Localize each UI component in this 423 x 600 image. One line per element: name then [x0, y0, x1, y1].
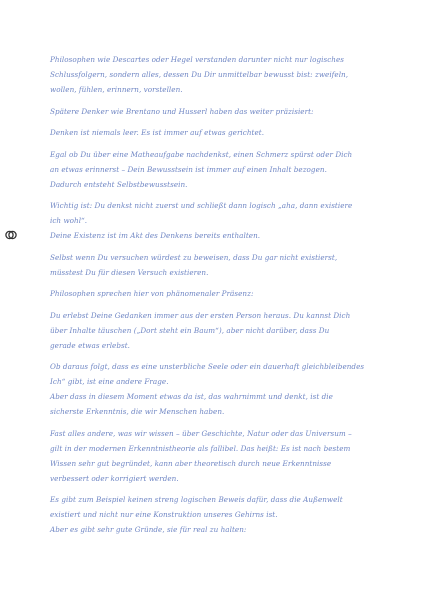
text-line: Dadurch entsteht Selbstbewusstsein.: [50, 179, 188, 189]
text-line: an etwas erinnerst – Dein Bewusstsein ist immer auf einen Inhalt bezogen.: [50, 164, 327, 174]
text-line: Wissen sehr gut begründet, kann aber theoretisch durch neue Erkenntnisse: [50, 458, 332, 468]
text-line: über Inhalte täuschen („Dort steht ein Baum“), aber nicht darüber, dass Du: [50, 325, 330, 335]
text-line: Egal ob Du über eine Matheaufgabe nachdenkst, einen Schmerz spürst oder Dich: [50, 149, 353, 159]
text-line: verbessert oder korrigiert werden.: [50, 473, 179, 483]
text-line: Philosophen wie Descartes oder Hegel verstanden darunter nicht nur logisches: [50, 55, 345, 64]
text-line: sicherste Erkenntnis, die wir Menschen haben.: [50, 407, 225, 416]
text-line: ich wohl“.: [50, 216, 88, 225]
text-line: Ob daraus folgt, dass es eine unsterbliche Seele oder ein dauerhaft gleichbleibendes: [50, 362, 365, 371]
text-line: Deine Existenz ist im Akt des Denkens bereits enthalten.: [50, 231, 261, 240]
text-line: Denken ist niemals leer. Es ist immer auf etwas gerichtet.: [50, 128, 265, 137]
text-line: wollen, fühlen, erinnern, vorstellen.: [50, 85, 183, 94]
document-body: [50, 52, 372, 544]
text-line: Ich“ gibt, ist eine andere Frage.: [50, 377, 169, 386]
text-line: Selbst wenn Du versuchen würdest zu beweisen, dass Du gar nicht existierst,: [50, 252, 338, 262]
paragraph: [50, 198, 372, 243]
text-line: Du erlebst Deine Gedanken immer aus der ersten Person heraus. Du kannst Dich: [50, 310, 351, 320]
text-line: Aber es gibt sehr gute Gründe, sie für real zu halten:: [50, 525, 247, 534]
text-line: müsstest Du für diesen Versuch existieren.: [50, 267, 209, 277]
paragraph: [50, 286, 372, 301]
text-line: Spätere Denker wie Brentano und Husserl haben das weiter präzisiert:: [50, 106, 314, 116]
paragraph: [50, 52, 372, 97]
paragraph: [50, 426, 372, 486]
text-line: Schlussfolgern, sondern alles, dessen Du Dir unmittelbar bewusst bist: zweifeln,: [50, 70, 349, 79]
text-line: gilt in der modernen Erkenntnistheorie als fallibel. Das heißt: Es ist nach bestem: [50, 443, 351, 453]
text-line: Es gibt zum Beispiel keinen streng logischen Beweis dafür, dass die Außenwelt: [50, 495, 343, 504]
text-line: Fast alles andere, was wir wissen – über Geschichte, Natur oder das Universum –: [50, 428, 352, 438]
text-line: Philosophen sprechen hier von phänomenaler Präsenz:: [50, 289, 254, 298]
paragraph: [50, 147, 372, 192]
paragraph: [50, 250, 372, 280]
text-line: Aber dass in diesem Moment etwas da ist, das wahrnimmt und denkt, ist die: [50, 392, 333, 401]
text-line: existiert und nicht nur eine Konstruktion unseres Gehirns ist.: [50, 510, 278, 519]
text-line: gerade etwas erlebst.: [50, 340, 131, 350]
text-line: Wichtig ist: Du denkst nicht zuerst und schließt dann logisch „aha, dann existiere: [50, 201, 353, 210]
paragraph: [50, 308, 372, 353]
overlapping-circles-icon: [5, 230, 17, 240]
paragraph: [50, 359, 372, 419]
paragraph: [50, 125, 372, 140]
paragraph: [50, 104, 372, 119]
paragraph: [50, 492, 372, 537]
